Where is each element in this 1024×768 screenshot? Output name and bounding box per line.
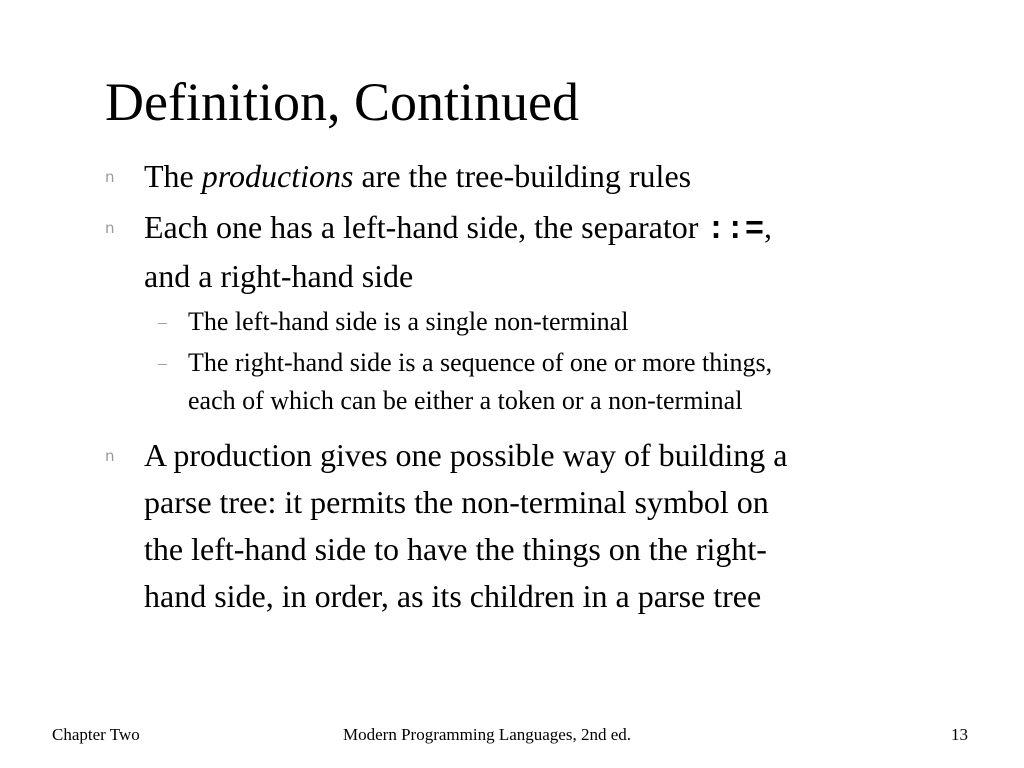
- bullet-text-pre: Each one has a left-hand side, the separator: [144, 209, 707, 245]
- slide-body: [100, 153, 980, 620]
- sub-bullet-marker: –: [158, 312, 167, 332]
- sub-bullet-text-line2: each of which can be either a token or a non-terminal: [188, 386, 743, 415]
- separator-code: ::=: [706, 211, 765, 248]
- sub-bullet-marker: –: [158, 353, 167, 373]
- footer-page-number: 13: [951, 725, 968, 744]
- bullet-text-italic: productions: [201, 158, 354, 194]
- sub-bullet-text-line1: The right-hand side is a sequence of one or more things,: [188, 348, 773, 377]
- bullet-text-post: ,: [764, 209, 773, 245]
- bullet-line-1: A production gives one possible way of building a: [144, 437, 788, 473]
- footer-chapter: Chapter Two: [52, 725, 140, 744]
- bullet-line-3: the left-hand side to have the things on the right-: [144, 531, 767, 567]
- footer-book-title: Modern Programming Languages, 2nd ed.: [343, 725, 631, 744]
- sub-bullet-text: The left-hand side is a single non-terminal: [188, 307, 629, 336]
- bullet-production-definition: [100, 432, 980, 620]
- sub-bullet-right-hand-side: [100, 344, 980, 420]
- bullet-marker: n: [105, 219, 115, 237]
- bullet-line-2: parse tree: it permits the non-terminal symbol on: [144, 484, 769, 520]
- bullet-text-post: are the tree-building rules: [353, 158, 692, 194]
- bullet-text-line2: and a right-hand side: [144, 258, 414, 294]
- slide-title: Definition, Continued: [105, 72, 579, 132]
- bullet-productions: [100, 153, 980, 200]
- bullet-line-4: hand side, in order, as its children in a parse tree: [144, 578, 762, 614]
- bullet-text-pre: The: [144, 158, 202, 194]
- bullet-marker: n: [105, 168, 115, 186]
- bullet-separator: [100, 204, 980, 300]
- sub-bullet-left-hand-side: [100, 303, 980, 341]
- bullet-marker: n: [105, 447, 115, 465]
